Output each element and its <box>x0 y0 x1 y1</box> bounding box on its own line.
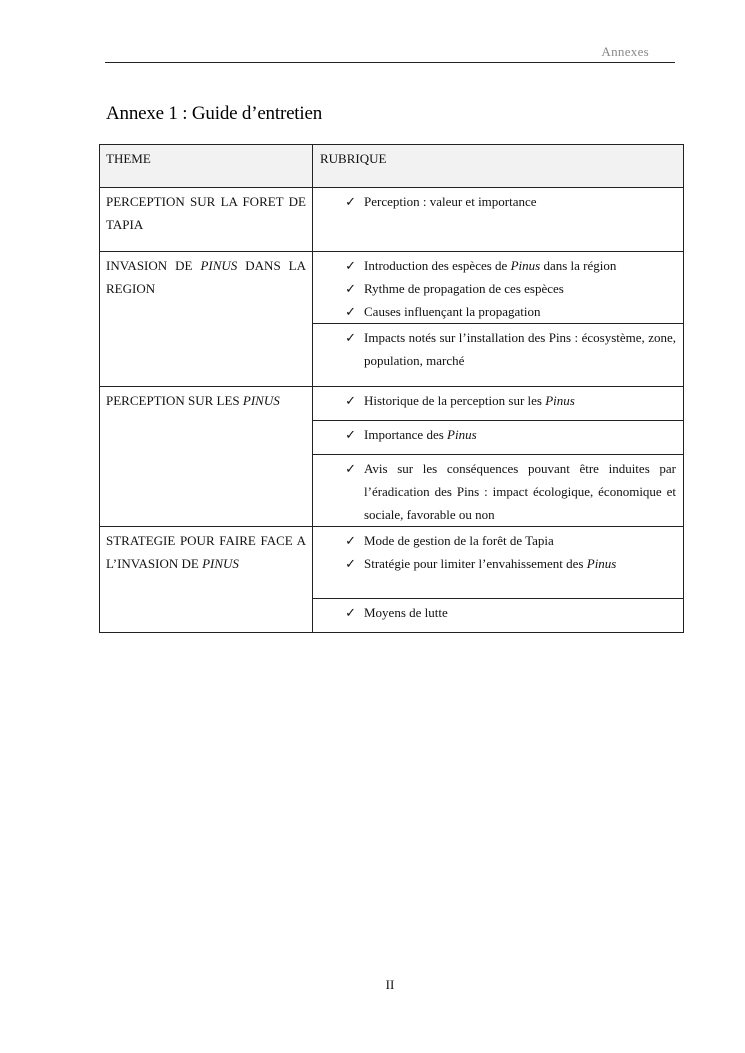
list-item <box>320 423 676 446</box>
theme-cell <box>100 387 313 527</box>
interview-guide-table <box>99 144 684 633</box>
table-row <box>100 527 684 599</box>
rubrique-cell <box>313 188 684 252</box>
item-text: Rythme de propagation de ces espèces <box>364 281 564 296</box>
check-icon: ✓ <box>345 605 356 620</box>
theme-text: DANS LA REGION <box>106 258 306 296</box>
check-icon: ✓ <box>345 556 356 571</box>
list-item <box>320 300 676 323</box>
list-item <box>320 254 676 277</box>
rubrique-cell <box>313 421 684 455</box>
theme-text-italic: PINUS <box>202 556 239 571</box>
list-item <box>320 457 676 526</box>
header-theme: THEME <box>100 145 313 188</box>
header-rubrique: RUBRIQUE <box>313 145 684 188</box>
theme-text: PERCEPTION SUR LES <box>106 393 243 408</box>
theme-cell <box>100 527 313 633</box>
theme-cell <box>100 188 313 252</box>
item-text: Avis sur les conséquences pouvant être induites par l’éradication des Pins : impact écologique, économique et sociale, favorable ou non <box>364 461 676 522</box>
page-number: II <box>385 977 395 992</box>
theme-text: STRATEGIE POUR FAIRE FACE A L’INVASION DE <box>106 533 306 571</box>
check-icon: ✓ <box>345 427 356 442</box>
list-item <box>320 529 676 552</box>
theme-text-italic: PINUS <box>200 258 238 273</box>
item-text: Historique de la perception sur les Pinus <box>364 393 575 408</box>
check-icon: ✓ <box>345 281 356 296</box>
item-text: Perception : valeur et importance <box>364 194 537 209</box>
check-icon: ✓ <box>345 304 356 319</box>
theme-text-italic: PINUS <box>242 393 280 408</box>
list-item <box>320 389 676 412</box>
theme-cell <box>100 252 313 387</box>
theme-text: PERCEPTION SUR LA FORET DE TAPIA <box>106 194 306 232</box>
list-item <box>320 277 676 300</box>
item-text: Impacts notés sur l’installation des Pins : écosystème, zone, population, marché <box>364 330 676 368</box>
annex-title: Annexe 1 : Guide d’entretien <box>106 103 322 124</box>
item-text: Moyens de lutte <box>364 605 448 620</box>
running-header: Annexes <box>601 44 649 59</box>
check-icon: ✓ <box>345 461 356 476</box>
table-row <box>100 252 684 324</box>
check-icon: ✓ <box>345 258 356 273</box>
rubrique-cell <box>313 252 684 324</box>
theme-text: INVASION DE <box>106 258 201 273</box>
list-item <box>320 326 676 372</box>
rubrique-cell <box>313 527 684 599</box>
item-text: Stratégie pour limiter l’envahissement des Pinus <box>364 556 617 571</box>
table-row <box>100 387 684 421</box>
check-icon: ✓ <box>345 194 356 209</box>
rubrique-cell <box>313 324 684 387</box>
rubrique-cell <box>313 455 684 527</box>
table-header-row <box>100 145 684 188</box>
rubrique-cell <box>313 387 684 421</box>
check-icon: ✓ <box>345 393 356 408</box>
check-icon: ✓ <box>345 330 356 345</box>
item-text: Mode de gestion de la forêt de Tapia <box>364 533 554 548</box>
list-item <box>320 190 676 213</box>
list-item <box>320 552 676 575</box>
check-icon: ✓ <box>345 533 356 548</box>
rubrique-cell <box>313 599 684 633</box>
item-text: Importance des Pinus <box>364 427 477 442</box>
table-row <box>100 188 684 252</box>
list-item <box>320 601 676 624</box>
header-rule <box>105 62 675 63</box>
item-text: Introduction des espèces de Pinus dans la région <box>364 258 617 273</box>
item-text: Causes influençant la propagation <box>364 304 541 319</box>
